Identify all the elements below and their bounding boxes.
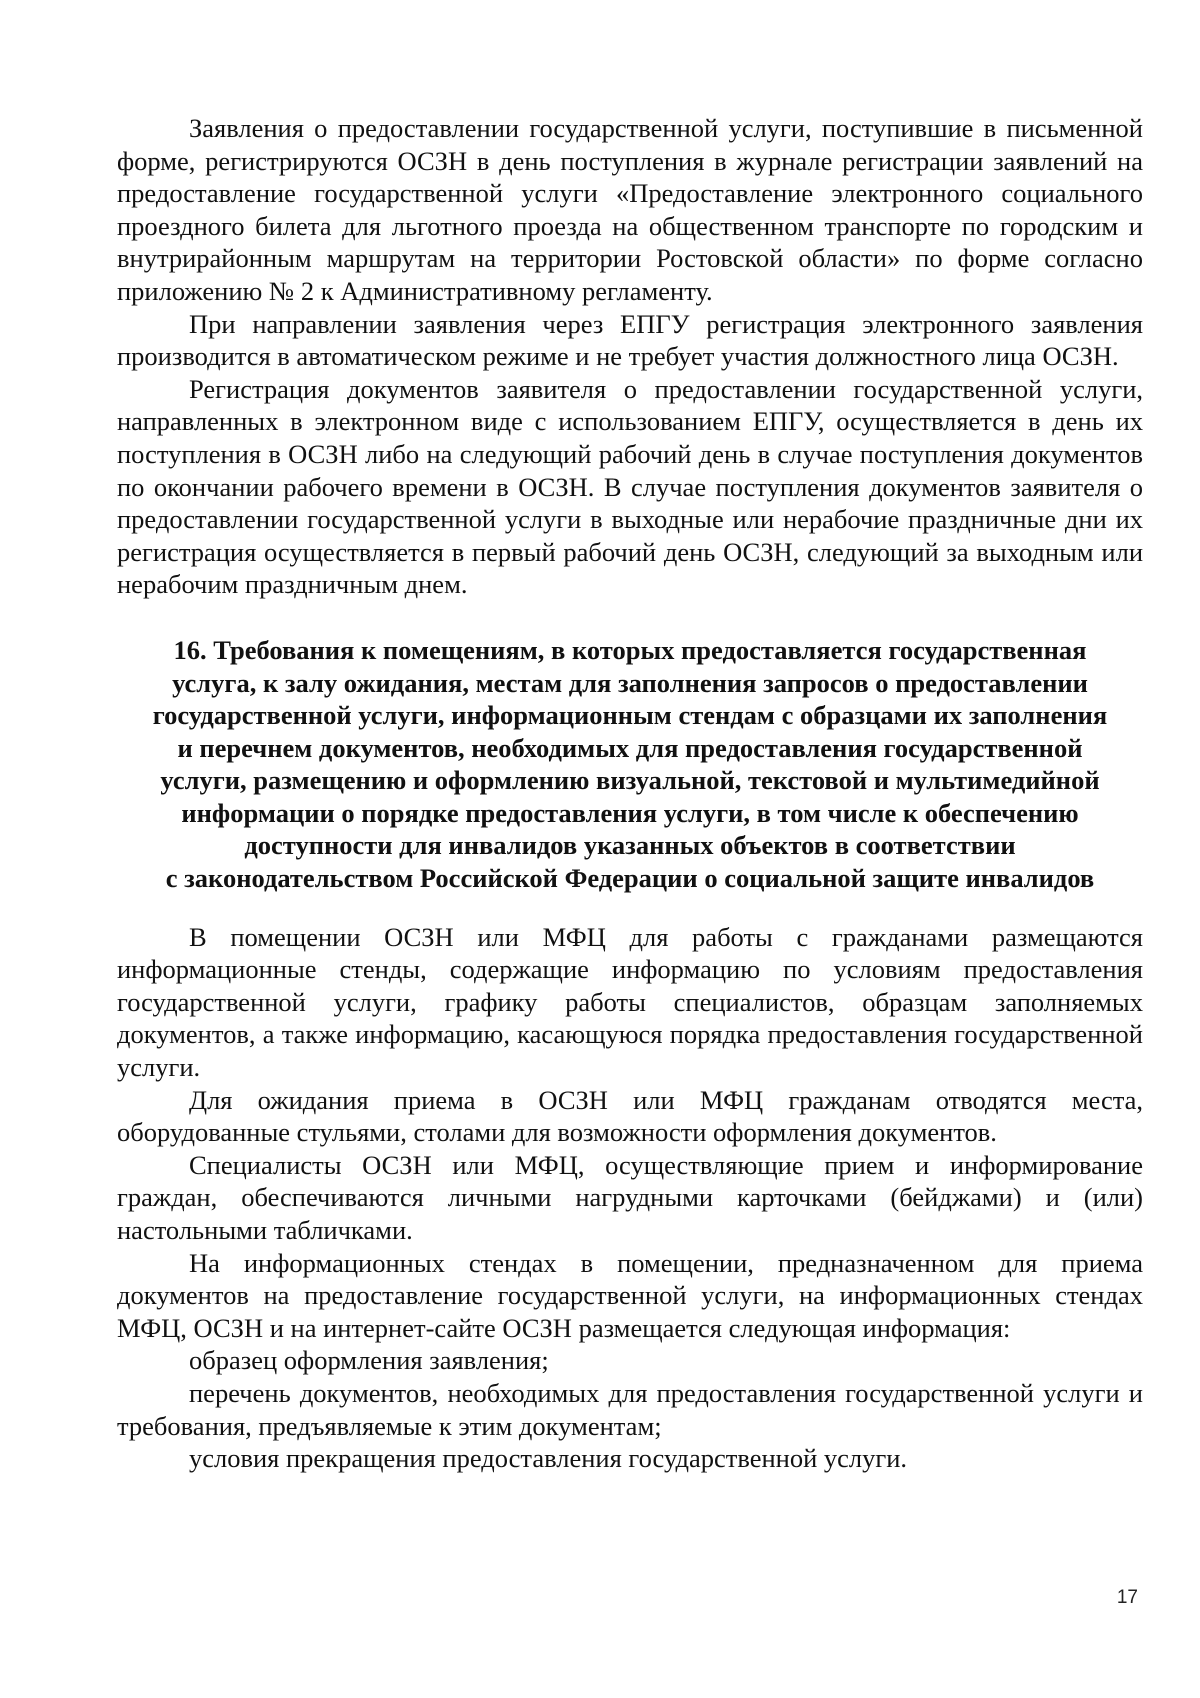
- section-body-paragraphs: [117, 921, 1143, 1475]
- heading-line: с законодательством Российской Федерации о социальной защите инвалидов: [165, 863, 1095, 894]
- heading-line: и перечнем документов, необходимых для предоставления государственной: [177, 732, 1083, 763]
- paragraph: При направлении заявления через ЕПГУ регистрация электронного заявления производится в автоматическом режиме и не требует участия должностного лица ОСЗН.: [117, 308, 1143, 372]
- heading-line: услуги, размещению и оформлению визуальной, текстовой и мультимедийной: [160, 765, 1100, 796]
- heading-line: информации о порядке предоставления услуги, в том числе к обеспечению: [181, 797, 1079, 828]
- intro-paragraphs: [117, 112, 1143, 601]
- paragraph: Регистрация документов заявителя о предоставлении государственной услуги, направленных в электронном виде с использованием ЕПГУ, осуществляется в день их поступления в ОСЗН либо на следующий рабочий день в случае поступления документов по окончании рабочего времени в ОСЗН. В случае поступления документов заявителя о предоставлении государственной услуги в выходные или нерабочие праздничные дни их регистрация осуществляется в первый рабочий день ОСЗН, следующий за выходным или нерабочим праздничным днем.: [117, 373, 1143, 600]
- list-item: перечень документов, необходимых для предоставления государственной услуги и требования, предъявляемые к этим документам;: [117, 1377, 1143, 1441]
- heading-line: услуга, к залу ожидания, местам для заполнения запросов о предоставлении: [172, 667, 1088, 698]
- page-number: 17: [1116, 1587, 1138, 1608]
- paragraph: В помещении ОСЗН или МФЦ для работы с гражданами размещаются информационные стенды, содержащие информацию по условиям предоставления государственной услуги, графику работы специалистов, образцам заполняемых документов, а также информацию, касающуюся порядка предоставления государственной услуги.: [117, 921, 1143, 1083]
- paragraph: Заявления о предоставлении государственной услуги, поступившие в письменной форме, регистрируются ОСЗН в день поступления в журнале регистрации заявлений на предоставление государственной услуги «Предоставление электронного социального проездного билета для льготного проезда на общественном транспорте по городским и внутрирайонным маршрутам на территории Ростовской области» по форме согласно приложению № 2 к Административному регламенту.: [117, 113, 1143, 306]
- heading-line: 16. Требования к помещениям, в которых предоставляется государственная: [173, 634, 1087, 665]
- document-page: [117, 112, 1143, 1475]
- list-item: условия прекращения предоставления государственной услуги.: [189, 1443, 908, 1474]
- list-item: образец оформления заявления;: [189, 1345, 549, 1376]
- paragraph: На информационных стендах в помещении, предназначенном для приема документов на предоставление государственной услуги, на информационных стендах МФЦ, ОСЗН и на интернет-сайте ОСЗН размещается следующая информация:: [117, 1247, 1143, 1343]
- paragraph: Для ожидания приема в ОСЗН или МФЦ гражданам отводятся места, оборудованные стульями, столами для возможности оформления документов.: [117, 1084, 1143, 1148]
- paragraph: Специалисты ОСЗН или МФЦ, осуществляющие прием и информирование граждан, обеспечиваются личными нагрудными карточками (бейджами) и (или) настольными табличками.: [117, 1149, 1143, 1245]
- section-heading: [117, 634, 1143, 895]
- heading-line: государственной услуги, информационным стендам с образцами их заполнения: [152, 700, 1108, 731]
- heading-line: доступности для инвалидов указанных объектов в соответствии: [244, 830, 1016, 861]
